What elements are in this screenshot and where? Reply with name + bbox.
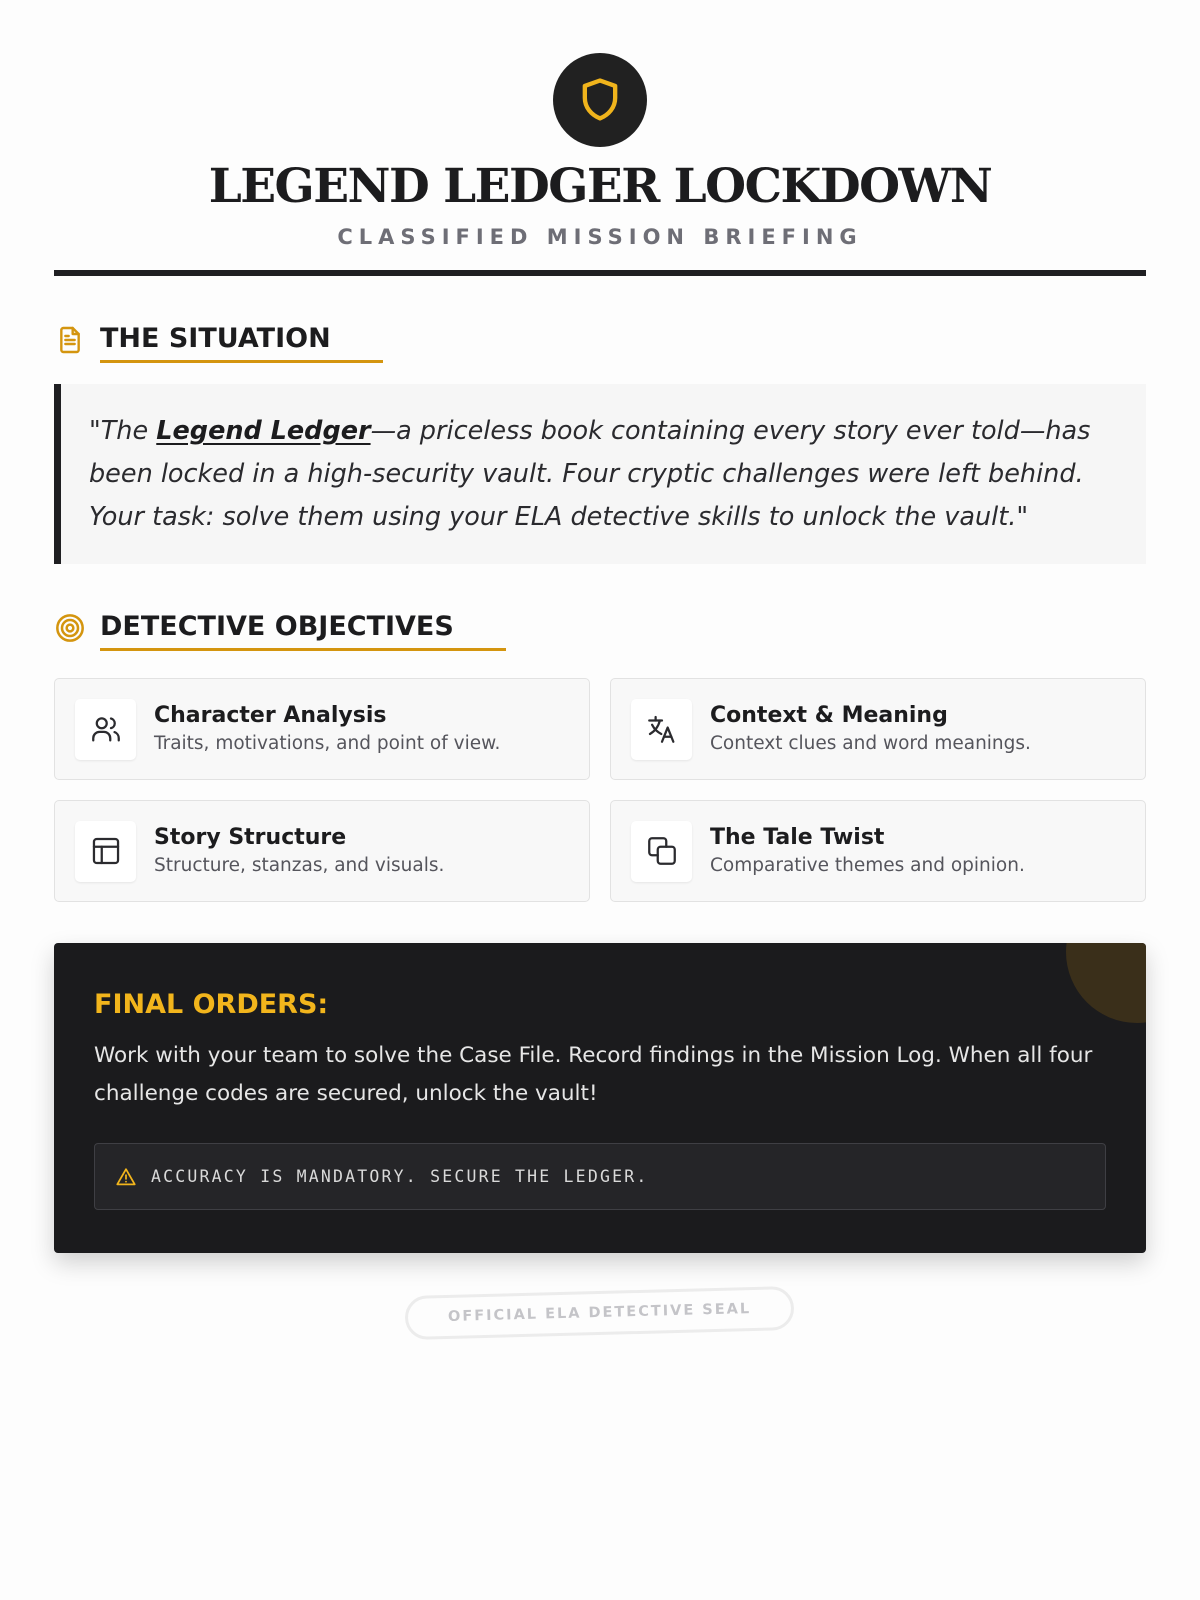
objective-title: Context & Meaning bbox=[710, 703, 948, 728]
situation-section bbox=[54, 322, 1146, 564]
objective-desc: Structure, stanzas, and visuals. bbox=[154, 855, 445, 876]
objective-text bbox=[710, 701, 1031, 757]
shield-icon bbox=[574, 74, 626, 126]
situation-title-underline bbox=[100, 322, 383, 363]
situation-quote bbox=[54, 384, 1146, 564]
seal-wrapper bbox=[54, 1291, 1146, 1335]
objective-card-context-meaning bbox=[610, 678, 1146, 780]
objective-title: Story Structure bbox=[154, 825, 347, 850]
copy-icon bbox=[631, 821, 692, 882]
official-seal bbox=[405, 1286, 795, 1340]
layout-icon bbox=[75, 821, 136, 882]
objective-card-character-analysis bbox=[54, 678, 590, 780]
target-icon bbox=[54, 612, 86, 644]
quote-emphasis: Legend Ledger bbox=[156, 416, 371, 446]
header-divider bbox=[54, 270, 1146, 276]
final-orders-title: FINAL ORDERS: bbox=[94, 989, 329, 1020]
warning-icon bbox=[115, 1166, 137, 1188]
objective-desc: Comparative themes and opinion. bbox=[710, 855, 1025, 876]
final-orders-panel bbox=[54, 943, 1146, 1253]
quote-open: "The bbox=[89, 416, 157, 446]
objectives-heading bbox=[54, 610, 1146, 652]
final-orders-body: Work with your team to solve the Case File. Record findings in the Mission Log. When all four challenge codes are secured, unlock the vault! bbox=[94, 1043, 1093, 1106]
situation-heading bbox=[54, 322, 1146, 364]
situation-title: THE SITUATION bbox=[100, 323, 331, 354]
page-subtitle: CLASSIFIED MISSION BRIEFING bbox=[337, 225, 863, 249]
quote-rest: —a priceless book containing every story ever told—has been locked in a high-security vault. Four cryptic challenges were left behind. Your task: solve them using your ELA detective skills to unlock the vault." bbox=[89, 416, 1091, 532]
objective-text bbox=[154, 701, 500, 757]
logo bbox=[553, 53, 647, 147]
objective-text bbox=[154, 823, 444, 879]
objectives-title-underline bbox=[100, 610, 506, 651]
situation-quote-text bbox=[89, 410, 1122, 539]
translate-icon bbox=[631, 699, 692, 760]
objective-desc: Context clues and word meanings. bbox=[710, 733, 1031, 754]
alert-text: ACCURACY IS MANDATORY. SECURE THE LEDGER. bbox=[151, 1167, 649, 1186]
objective-card-tale-twist bbox=[610, 800, 1146, 902]
seal-text: OFFICIAL ELA DETECTIVE SEAL bbox=[448, 1301, 752, 1325]
objectives-title: DETECTIVE OBJECTIVES bbox=[100, 611, 454, 642]
objective-card-story-structure bbox=[54, 800, 590, 902]
document-icon bbox=[54, 324, 86, 356]
objective-title: The Tale Twist bbox=[710, 825, 885, 850]
final-orders-alert bbox=[94, 1143, 1106, 1210]
header bbox=[54, 0, 1146, 276]
objective-title: Character Analysis bbox=[154, 703, 387, 728]
objective-text bbox=[710, 823, 1025, 879]
objectives-grid bbox=[54, 678, 1146, 902]
objectives-section bbox=[54, 610, 1146, 902]
objective-desc: Traits, motivations, and point of view. bbox=[154, 733, 501, 754]
users-icon bbox=[75, 699, 136, 760]
page-title: LEGEND LEDGER LOCKDOWN bbox=[208, 159, 992, 214]
